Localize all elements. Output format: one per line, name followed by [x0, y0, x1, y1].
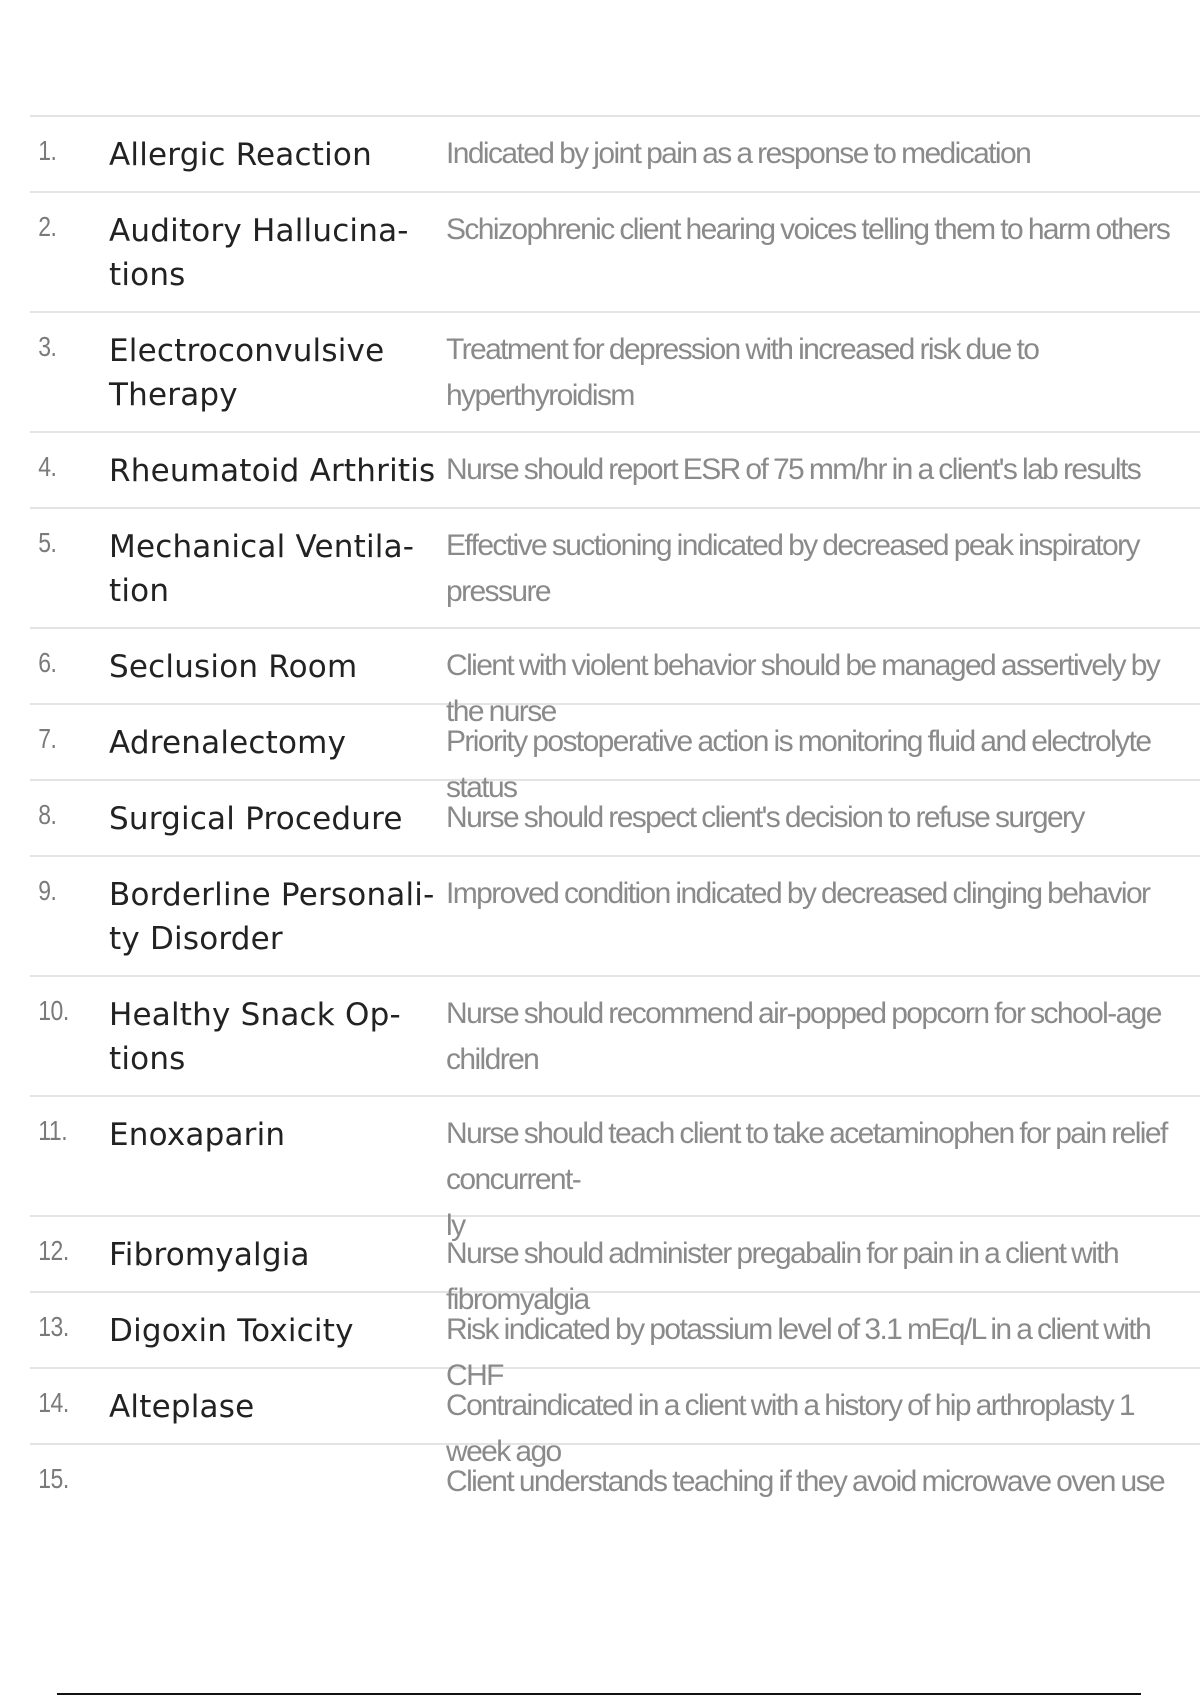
item-description	[446, 857, 1200, 975]
term-line: Surgical Procedure	[109, 801, 403, 837]
list-item	[30, 703, 1200, 804]
description-line: Effective suctioning indicated by decreased peak inspiratory pressure	[446, 529, 1139, 608]
list-item	[30, 855, 1200, 975]
term-line: Electroconvulsive	[109, 333, 385, 369]
description-line: Treatment for depression with increased risk due to hyperthyroidism	[446, 333, 1039, 412]
item-description	[446, 705, 1200, 804]
item-description	[446, 1369, 1200, 1468]
item-number: 9.	[38, 875, 57, 906]
list-item	[30, 507, 1200, 627]
item-number: 13.	[38, 1311, 69, 1342]
item-number: 15.	[38, 1463, 69, 1494]
term-line: tion	[109, 573, 170, 609]
term-line: Rheumatoid Arthritis	[109, 453, 436, 489]
item-term	[109, 857, 446, 975]
item-number: 10.	[38, 995, 69, 1026]
term-line: Allergic Reaction	[109, 137, 372, 173]
term-line: Seclusion Room	[109, 649, 358, 685]
item-term	[109, 509, 446, 627]
description-line: Improved condition indicated by decreased clinging behavior	[446, 877, 1150, 910]
item-number: 11.	[38, 1115, 68, 1146]
term-line: Adrenalectomy	[109, 725, 347, 761]
item-term	[109, 977, 446, 1095]
item-number: 8.	[38, 799, 57, 830]
item-description	[446, 1293, 1200, 1392]
term-line: Enoxaparin	[109, 1117, 286, 1153]
item-description	[446, 193, 1200, 311]
list-item	[30, 1095, 1200, 1242]
term-line: tions	[109, 1041, 186, 1077]
term-list	[30, 115, 1200, 1519]
item-description	[446, 977, 1200, 1095]
list-item	[30, 1291, 1200, 1392]
bottom-rule	[57, 1693, 1141, 1695]
description-line: Schizophrenic client hearing voices telling them to harm others	[446, 213, 1170, 246]
list-item	[30, 1443, 1200, 1519]
item-number: 1.	[38, 135, 57, 166]
list-item	[30, 115, 1200, 191]
item-description	[446, 1217, 1200, 1316]
term-line: tions	[109, 257, 186, 293]
term-line: Mechanical Ventila-	[109, 529, 415, 565]
item-term	[109, 781, 446, 855]
item-number: 12.	[38, 1235, 69, 1266]
term-line: Therapy	[109, 377, 238, 413]
item-number: 6.	[38, 647, 57, 678]
item-number: 14.	[38, 1387, 69, 1418]
list-item	[30, 431, 1200, 507]
list-item	[30, 975, 1200, 1095]
description-line: Nurse should report ESR of 75 mm/hr in a client's lab results	[446, 453, 1141, 486]
item-term	[109, 313, 446, 431]
description-line: Client understands teaching if they avoid microwave oven use	[446, 1465, 1165, 1498]
term-line: Healthy Snack Op-	[109, 997, 401, 1033]
term-line: Digoxin Toxicity	[109, 1313, 354, 1349]
item-number: 2.	[38, 211, 57, 242]
item-number: 7.	[38, 723, 57, 754]
item-term	[109, 629, 446, 703]
list-item	[30, 627, 1200, 728]
item-term	[109, 193, 446, 311]
description-line: Indicated by joint pain as a response to medication	[446, 137, 1031, 170]
description-line: Risk indicated by potassium level of 3.1 mEq/L in a client with CHF	[446, 1313, 1151, 1392]
item-description	[446, 1445, 1200, 1519]
list-item	[30, 1367, 1200, 1468]
item-description	[446, 313, 1200, 431]
item-term	[109, 1293, 446, 1367]
item-number: 3.	[38, 331, 57, 362]
item-term	[109, 433, 446, 507]
item-term	[109, 1445, 446, 1519]
item-description	[446, 509, 1200, 627]
list-item	[30, 191, 1200, 311]
item-description	[446, 433, 1200, 507]
description-line: Nurse should teach client to take acetaminophen for pain relief concurrent-	[446, 1117, 1167, 1196]
item-term	[109, 1369, 446, 1443]
description-line: Contraindicated in a client with a history of hip arthroplasty 1 week ago	[446, 1389, 1135, 1468]
item-description	[446, 781, 1200, 855]
item-term	[109, 1217, 446, 1291]
list-item	[30, 779, 1200, 855]
item-term	[109, 705, 446, 779]
description-line: Priority postoperative action is monitoring fluid and electrolyte status	[446, 725, 1151, 804]
description-line: Client with violent behavior should be managed assertively by the nurse	[446, 649, 1160, 728]
item-description	[446, 629, 1200, 728]
term-line: Fibromyalgia	[109, 1237, 310, 1273]
item-term	[109, 1097, 446, 1215]
description-line: ly	[446, 1209, 465, 1242]
item-term	[109, 117, 446, 191]
term-line: Auditory Hallucina-	[109, 213, 409, 249]
list-item	[30, 1215, 1200, 1316]
term-line: Borderline Personali-	[109, 877, 435, 913]
list-item	[30, 311, 1200, 431]
item-number: 5.	[38, 527, 57, 558]
item-description	[446, 117, 1200, 191]
term-line: Alteplase	[109, 1389, 255, 1425]
item-description	[446, 1097, 1200, 1242]
term-line: ty Disorder	[109, 921, 283, 957]
description-line: Nurse should administer pregabalin for pain in a client with fibromyalgia	[446, 1237, 1119, 1316]
description-line: Nurse should recommend air-popped popcorn for school-age children	[446, 997, 1161, 1076]
item-number: 4.	[38, 451, 57, 482]
description-line: Nurse should respect client's decision to refuse surgery	[446, 801, 1084, 834]
